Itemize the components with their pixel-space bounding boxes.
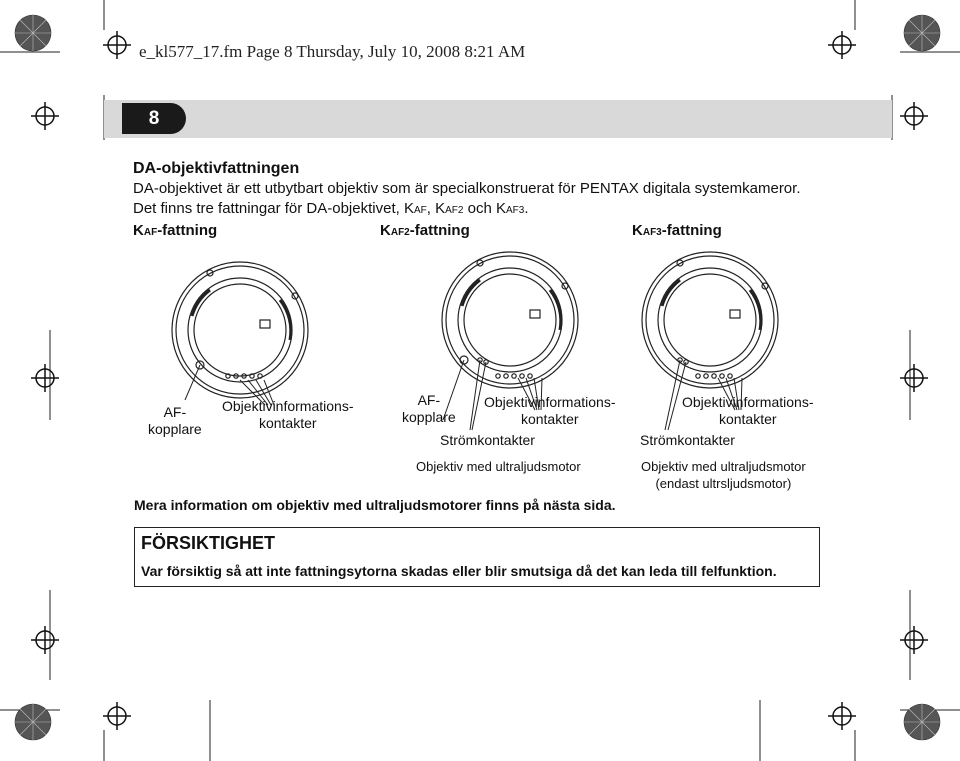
m2-motor-label: Objektiv med ultraljudsmotor [416,459,581,474]
mount-title-kaf2: KAF2-fattning [380,222,470,239]
caution-text: Var försiktig så att inte fattningsytorna skadas eller blir smutsiga då det kan leda till felfunktion. [141,563,777,579]
m3-power-contacts-label: Strömkontakter [640,432,735,448]
lens-mount-drawings [172,252,778,398]
more-info-note: Mera information om objektiv med ultraljudsmotorer finns på nästa sida. [134,497,616,513]
m2-af-coupler-label: AF- kopplare [402,392,456,425]
header-band [104,100,892,138]
m3-info-contacts-label: Objektivinformations- kontakter [682,394,814,427]
page-number: 8 [122,103,186,134]
mount-title-kaf: KAF-fattning [133,222,218,239]
m3-motor-label: Objektiv med ultraljudsmotor (endast ultrsljudsmotor) [641,459,806,491]
m2-info-contacts-label: Objektivinformations- kontakter [484,394,616,427]
caution-title: FÖRSIKTIGHET [141,533,275,553]
m2-power-contacts-label: Strömkontakter [440,432,535,448]
intro-line-1: DA-objektivet är ett utbytbart objektiv som är specialkonstruerat för PENTAX digitala systemkameror. [133,180,801,197]
m1-info-contacts-label: Objektivinformations- kontakter [222,398,354,431]
intro-line-2: Det finns tre fattningar för DA-objektivet, KAF, KAF2 och KAF3. [133,200,529,217]
section-title: DA-objektivfattningen [133,160,300,177]
mount-title-kaf3: KAF3-fattning [632,222,722,239]
m1-af-coupler-label: AF- kopplare [148,404,202,437]
file-header: e_kl577_17.fm Page 8 Thursday, July 10, 2008 8:21 AM [139,42,526,61]
